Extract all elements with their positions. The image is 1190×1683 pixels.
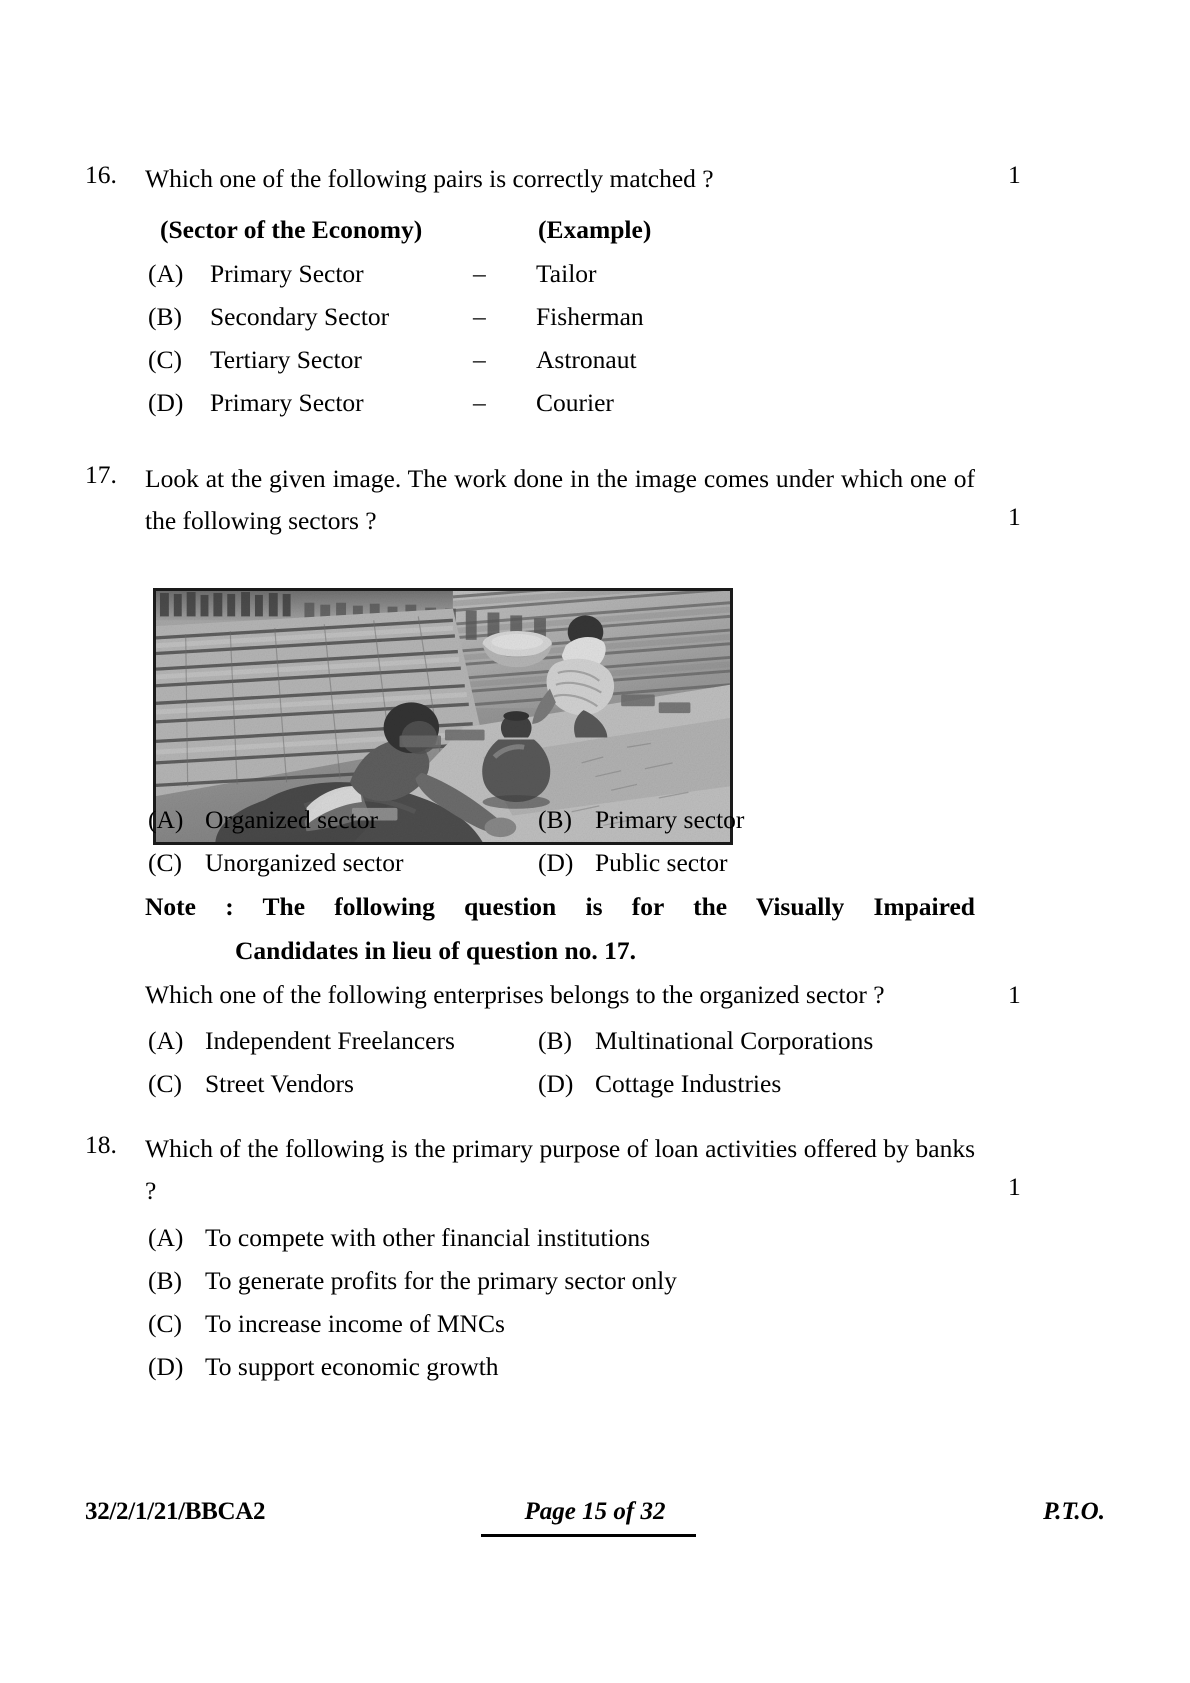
option-label-d: (D) [538, 848, 574, 877]
option-row-a[interactable] [0, 252, 1190, 295]
vi-question-text: Which one of the following enterprises belongs to the organized sector ? [145, 980, 885, 1009]
question-17-option-row-2 [0, 841, 1190, 884]
option-label-c: (C) [148, 1069, 182, 1098]
option-label-b: (B) [538, 805, 572, 834]
question-16-marks: 1 [1008, 160, 1021, 189]
option-row-b[interactable] [0, 295, 1190, 338]
question-18-stem [0, 1128, 1190, 1212]
footer-rule [481, 1534, 696, 1537]
option-text-b[interactable]: Multinational Corporations [595, 1026, 874, 1055]
option-label-d: (D) [148, 388, 184, 417]
question-17-options [0, 798, 1190, 884]
question-18 [0, 1128, 1190, 1388]
option-text-d[interactable]: Cottage Industries [595, 1069, 782, 1098]
option-label-b: (B) [538, 1026, 572, 1055]
question-18-option-c[interactable] [0, 1302, 1190, 1345]
pto-label: P.T.O. [1043, 1498, 1105, 1525]
option-label-a: (A) [148, 259, 184, 288]
option-label-c: (C) [148, 345, 182, 374]
option-text-a: To compete with other financial institutions [205, 1223, 651, 1252]
question-18-option-d[interactable] [0, 1345, 1190, 1388]
note-line-1: Note : The following question is for the Visually Impaired [145, 892, 975, 921]
note-line-2: Candidates in lieu of question no. 17. [235, 936, 637, 965]
option-text-a[interactable]: Independent Freelancers [205, 1026, 455, 1055]
question-17-number: 17. [85, 460, 117, 489]
table-header-sector: (Sector of the Economy) [160, 215, 423, 244]
option-label-b: (B) [148, 302, 182, 331]
question-18-marks: 1 [1008, 1172, 1021, 1201]
option-label-c: (C) [148, 1309, 182, 1338]
question-18-option-a[interactable] [0, 1216, 1190, 1259]
dash-separator: – [473, 388, 486, 417]
option-sector-a: Primary Sector [210, 259, 364, 288]
option-text-c[interactable]: Unorganized sector [205, 848, 404, 877]
question-16-number: 16. [85, 160, 117, 189]
option-sector-c: Tertiary Sector [210, 345, 362, 374]
question-17-stem [0, 458, 1190, 542]
option-label-c: (C) [148, 848, 182, 877]
vi-question-marks: 1 [1008, 980, 1021, 1009]
option-example-c: Astronaut [536, 345, 637, 374]
page-footer [0, 1498, 1190, 1558]
vi-option-row-2 [0, 1062, 1190, 1105]
option-sector-d: Primary Sector [210, 388, 364, 417]
option-text-d[interactable]: Public sector [595, 848, 728, 877]
option-text-b: To generate profits for the primary sector only [205, 1266, 677, 1295]
question-16-table-header [0, 208, 1190, 252]
option-sector-b: Secondary Sector [210, 302, 390, 331]
option-row-d[interactable] [0, 381, 1190, 424]
option-row-c[interactable] [0, 338, 1190, 381]
visually-impaired-note [0, 885, 1190, 973]
option-label-b: (B) [148, 1266, 182, 1295]
option-text-b[interactable]: Primary sector [595, 805, 745, 834]
question-17-text: Look at the given image. The work done in the image comes under which one of the following sectors ? [145, 464, 975, 535]
paper-code: 32/2/1/21/BBCA2 [85, 1498, 266, 1525]
option-text-c[interactable]: Street Vendors [205, 1069, 354, 1098]
dash-separator: – [473, 259, 486, 288]
visually-impaired-question [0, 974, 1190, 1105]
option-label-a: (A) [148, 805, 184, 834]
vi-question-stem [0, 974, 1190, 1016]
question-17 [0, 458, 1190, 542]
option-text-c: To increase income of MNCs [205, 1309, 505, 1338]
question-18-text: Which of the following is the primary purpose of loan activities offered by banks ? [145, 1134, 975, 1205]
question-17-option-row-1 [0, 798, 1190, 841]
option-text-a[interactable]: Organized sector [205, 805, 378, 834]
option-example-a: Tailor [536, 259, 597, 288]
option-label-d: (D) [148, 1352, 184, 1381]
option-label-d: (D) [538, 1069, 574, 1098]
question-16 [0, 158, 1190, 424]
option-text-d: To support economic growth [205, 1352, 499, 1381]
vi-option-row-1 [0, 1019, 1190, 1062]
question-16-stem [0, 158, 1190, 200]
table-header-example: (Example) [538, 215, 652, 244]
option-label-a: (A) [148, 1223, 184, 1252]
question-16-text: Which one of the following pairs is correctly matched ? [145, 164, 714, 193]
question-18-number: 18. [85, 1130, 117, 1159]
dash-separator: – [473, 302, 486, 331]
option-example-b: Fisherman [536, 302, 644, 331]
page-number: Page 15 of 32 [524, 1498, 666, 1525]
question-17-marks: 1 [1008, 502, 1021, 531]
option-label-a: (A) [148, 1026, 184, 1055]
option-example-d: Courier [536, 388, 614, 417]
question-18-option-b[interactable] [0, 1259, 1190, 1302]
dash-separator: – [473, 345, 486, 374]
